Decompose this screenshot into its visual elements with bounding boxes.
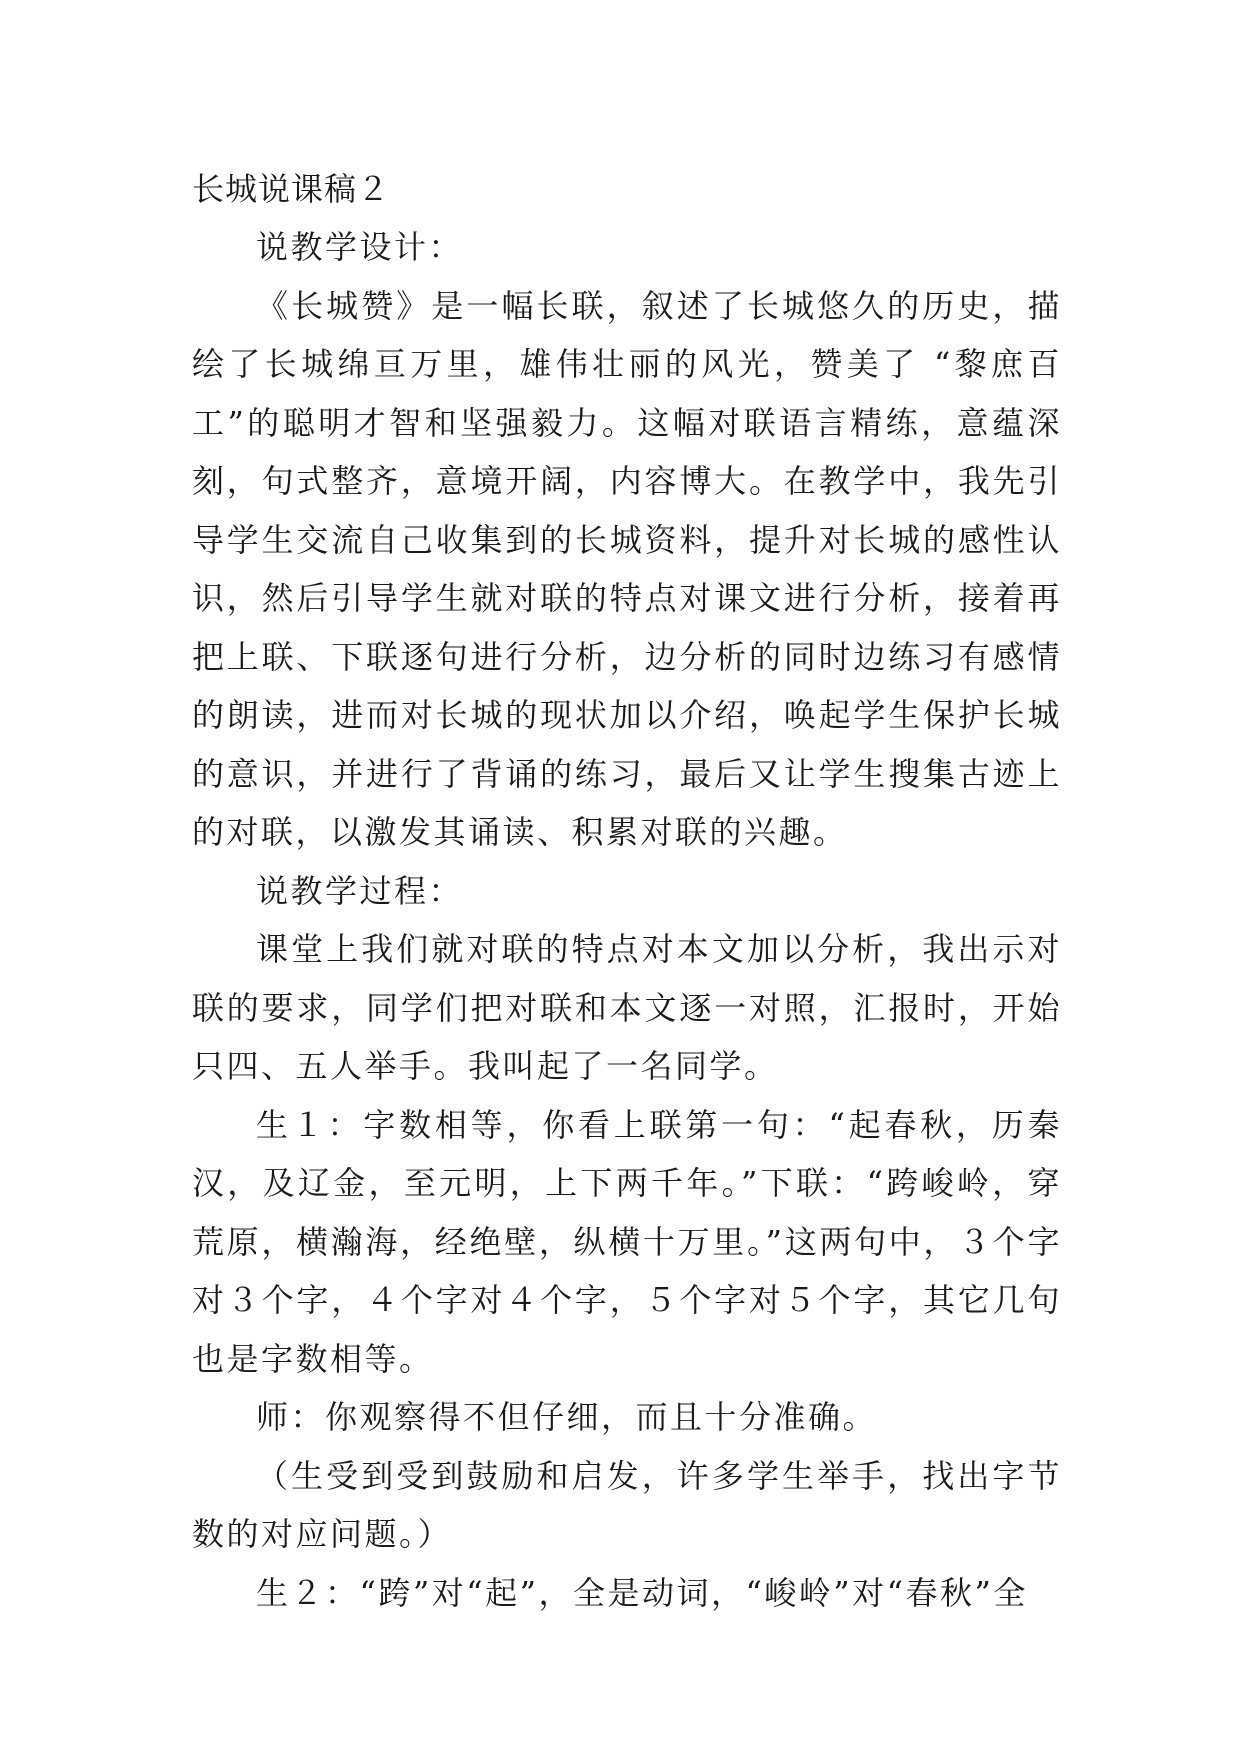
paragraph-student-2: 生２：“跨”对“起”，全是动词，“峻岭”对“春秋”全 xyxy=(256,1573,1028,1612)
paragraph-teaching-design-body: 《长城赞》是一幅长联，叙述了长城悠久的历史，描绘了长城绵亘万里，雄伟壮丽的风光，赞美了 “黎庶百工”的聪明才智和坚强毅力。这幅对联语言精练，意蕴深刻，句式整齐，意境开阔，内容博大。在教学中，我先引导学生交流自己收集到的长城资料，提升对长城的感性认识，然后引导学生就对联的特点对课文进行分析，接着再把上联、下联逐句进行分析，边分析的同时边练习有感情的朗读，进而对长城的现状加以介绍，唤起学生保护长城的意识，并进行了背诵的练习，最后又让学生搜集古迹上的对联，以激发其诵读、积累对联的兴趣。 xyxy=(192,286,1062,851)
document-title: 长城说课稿２ xyxy=(192,170,391,208)
paragraph-student-1: 生１：字数相等，你看上联第一句：“起春秋，历秦汉，及辽金，至元明，上下两千年。”下联：“跨峻岭，穿荒原，横瀚海，经绝壁，纵横十万里。”这两句中，３个字对３个字，４个字对４个字，５个字对５个字，其它几句也是字数相等。 xyxy=(192,1105,1062,1378)
paragraph-class-response: （生受到受到鼓励和启发，许多学生举手，找出字节数的对应问题。） xyxy=(192,1456,1062,1553)
paragraph-teacher-comment: 师：你观察得不但仔细，而且十分准确。 xyxy=(256,1398,878,1436)
document-body xyxy=(192,160,1062,1622)
paragraph-class-analysis: 课堂上我们就对联的特点对本文加以分析，我出示对联的要求，同学们把对联和本文逐一对照，汇报时，开始只四、五人举手。我叫起了一名同学。 xyxy=(192,930,1062,1085)
paragraph-teaching-process-heading: 说教学过程： xyxy=(256,871,464,910)
paragraph-teaching-design-heading: 说教学设计： xyxy=(256,228,464,266)
